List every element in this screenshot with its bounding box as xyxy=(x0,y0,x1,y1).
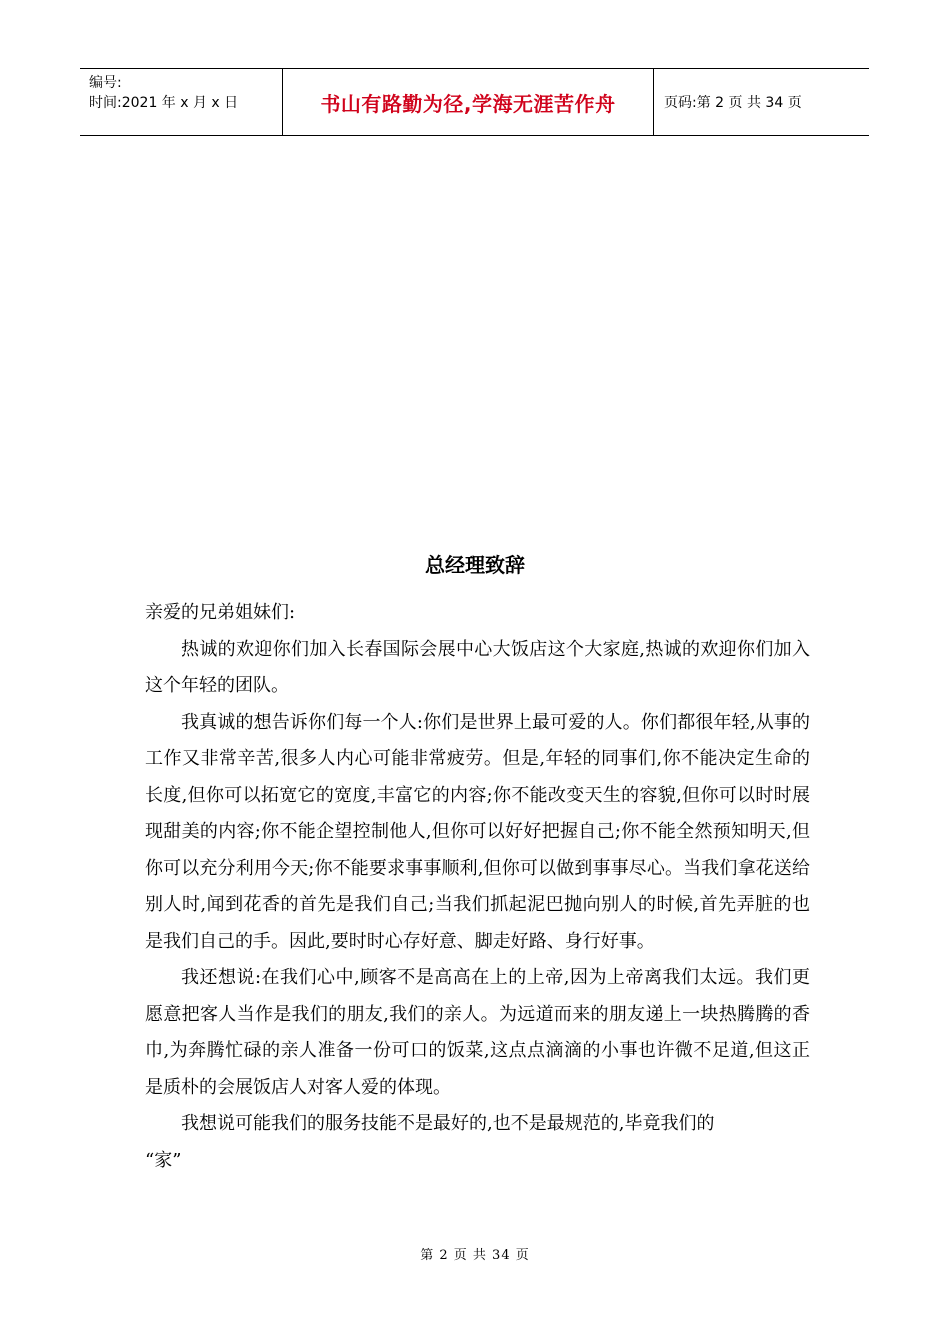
paragraph-fragment: “家” xyxy=(145,1149,182,1171)
salutation: 亲爱的兄弟姐妹们: xyxy=(145,602,296,623)
paragraph: 我真诚的想告诉你们每一个人:你们是世界上最可爱的人。你们都很年轻,从事的工作又非常辛苦,很多人内心可能非常疲劳。但是,年轻的同事们,你不能决定生命的长度,但你可以拓宽它的宽度,丰富它的内容;你不能改变天生的容貌,但你可以时时展现甜美的内容;你不能企望控制他人,但你可以好好把握自己;你不能全然预知明天,但你可以充分利用今天;你不能要求事事顺利,但你可以做到事事尽心。当我们拿花送给别人时,闻到花香的首先是我们自己;当我们抓起泥巴抛向别人的时候,首先弄脏的也是我们自己的手。因此,要时时心存好意、脚走好路、身行好事。 xyxy=(145,711,810,952)
header-left-cell xyxy=(80,69,282,135)
paragraph: 我想说可能我们的服务技能不是最好的,也不是最规范的,毕竟我们的 xyxy=(181,1113,715,1134)
page-footer: 第 2 页 共 34 页 xyxy=(420,1248,530,1263)
header-motto: 书山有路勤为径,学海无涯苦作舟 xyxy=(282,69,654,135)
paragraph: 我还想说:在我们心中,顾客不是高高在上的上帝,因为上帝离我们太远。我们更愿意把客人当作是我们的朋友,我们的亲人。为远道而来的朋友递上一块热腾腾的香巾,为奔腾忙碌的亲人准备一份可口的饭菜,这点点滴滴的小事也许微不足道,但这正是质朴的会展饭店人对客人爱的体现。 xyxy=(145,967,810,1098)
header-date: 时间:2021 年 x 月 x 日 xyxy=(89,95,239,111)
page-title: 总经理致辞 xyxy=(425,553,525,577)
letter-body xyxy=(145,595,810,1179)
header-page-info: 页码:第 2 页 共 34 页 xyxy=(664,95,802,111)
paragraph: 热诚的欢迎你们加入长春国际会展中心大饭店这个大家庭,热诚的欢迎你们加入这个年轻的团队。 xyxy=(145,638,810,696)
document-header xyxy=(80,68,869,136)
header-number-label: 编号: xyxy=(89,75,122,91)
